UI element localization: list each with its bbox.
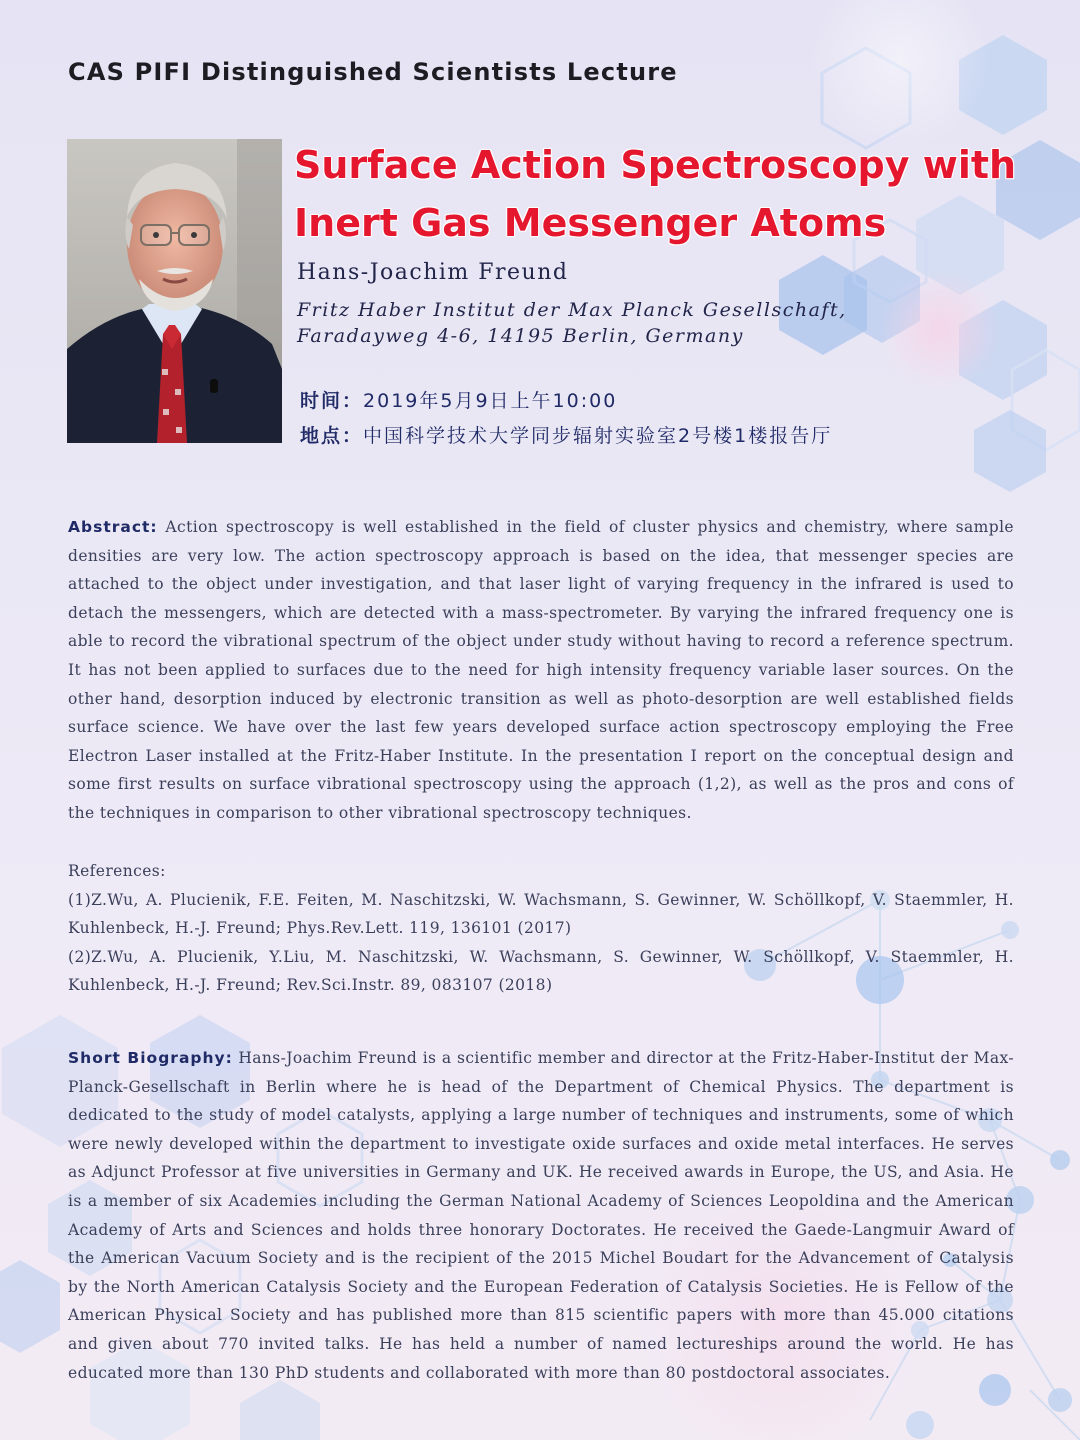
time-label: 时间： (300, 390, 364, 412)
speaker-photo (67, 139, 282, 443)
affiliation-line-2: Faradayweg 4-6, 14195 Berlin, Germany (297, 325, 744, 347)
time-value: 2019年5月9日上午10:00 (363, 390, 618, 412)
reference-item-1: (1)Z.Wu, A. Plucienik, F.E. Feiten, M. Naschitzski, W. Wachsmann, S. Gewinner, W. Schöllkopf, V. Staemmler, H. Kuhlenbeck, H.-J. Freund; Phys.Rev.Lett. 119, 136101 (2017) (68, 890, 1014, 938)
event-place (300, 419, 832, 454)
speaker-name: Hans-Joachim Freund (297, 260, 569, 285)
talk-title-line-2: Inert Gas Messenger Atoms (294, 201, 887, 245)
lecture-series-title: CAS PIFI Distinguished Scientists Lecture (68, 58, 678, 86)
biography-label: Short Biography: (68, 1049, 233, 1067)
abstract-label: Abstract: (68, 518, 158, 536)
talk-title-line-1: Surface Action Spectroscopy with (294, 143, 1017, 187)
affiliation-line-1: Fritz Haber Institut der Max Planck Gesellschaft, (297, 299, 847, 321)
biography-text: Hans-Joachim Freund is a scientific member and director at the Fritz-Haber-Institut der Max-Planck-Gesellschaft in Berlin where he is head of the Department of Chemical Physics. The department is dedicated to the study of model catalysts, applying a large number of techniques and instruments, some of which were newly developed within the department to investigate oxide surfaces and oxide metal interfaces. He serves as Adjunct Professor at five universities in Germany and UK. He received awards in Europe, the US, and Asia. He is a member of six Academies including the German National Academy of Sciences Leopoldina and the American Academy of Arts and Sciences and holds three honorary Doctorates. He received the Gaede-Langmuir Award of the American Vacuum Society and is the recipient of the 2015 Michel Boudart for the Advancement of Catalysis by the North American Catalysis Society and the European Federation of Catalysis Societies. He is Fellow of the American Physical Society and has published more than 815 scientific papers with more than 45.000 citations and given about 770 invited talks. He has held a number of named lectureships around the world. He has educated more than 130 PhD students and collaborated with more than 80 postdoctoral associates. (68, 1049, 1015, 1382)
speaker-affiliation (297, 297, 847, 349)
place-value: 中国科学技术大学同步辐射实验室2号楼1楼报告厅 (363, 425, 833, 447)
event-info (300, 384, 832, 454)
abstract-section (68, 513, 1014, 828)
references-label: References: (68, 862, 166, 880)
references-section (68, 857, 1014, 1000)
abstract-text: Action spectroscopy is well established in the field of cluster physics and chemistry, where sample densities are very low. The action spectroscopy approach is based on the idea, that messenger species are attached to the object under investigation, and that laser light of varying frequency in the infrared is used to detach the messengers, which are detected with a mass-spectrometer. By varying the infrared frequency one is able to record the vibrational spectrum of the object under study without having to record a reference spectrum. It has not been applied to surfaces due to the need for high intensity frequency variable laser sources. On the other hand, desorption induced by electronic transition as well as photo-desorption are well established fields surface science. We have over the last few years developed surface action spectroscopy employing the Free Electron Laser installed at the Fritz-Haber Institute. In the presentation I report on the conceptual design and some first results on surface vibrational spectroscopy using the approach (1,2), as well as the pros and cons of the techniques in comparison to other vibrational spectroscopy techniques. (68, 518, 1014, 822)
place-label: 地点： (300, 425, 364, 447)
event-time (300, 384, 832, 419)
biography-section (68, 1044, 1014, 1387)
reference-item-2: (2)Z.Wu, A. Plucienik, Y.Liu, M. Naschitzski, W. Wachsmann, S. Gewinner, W. Schöllkopf, V. Staemmler, H. Kuhlenbeck, H.-J. Freund; Rev.Sci.Instr. 89, 083107 (2018) (68, 947, 1014, 995)
talk-title (294, 136, 1054, 252)
